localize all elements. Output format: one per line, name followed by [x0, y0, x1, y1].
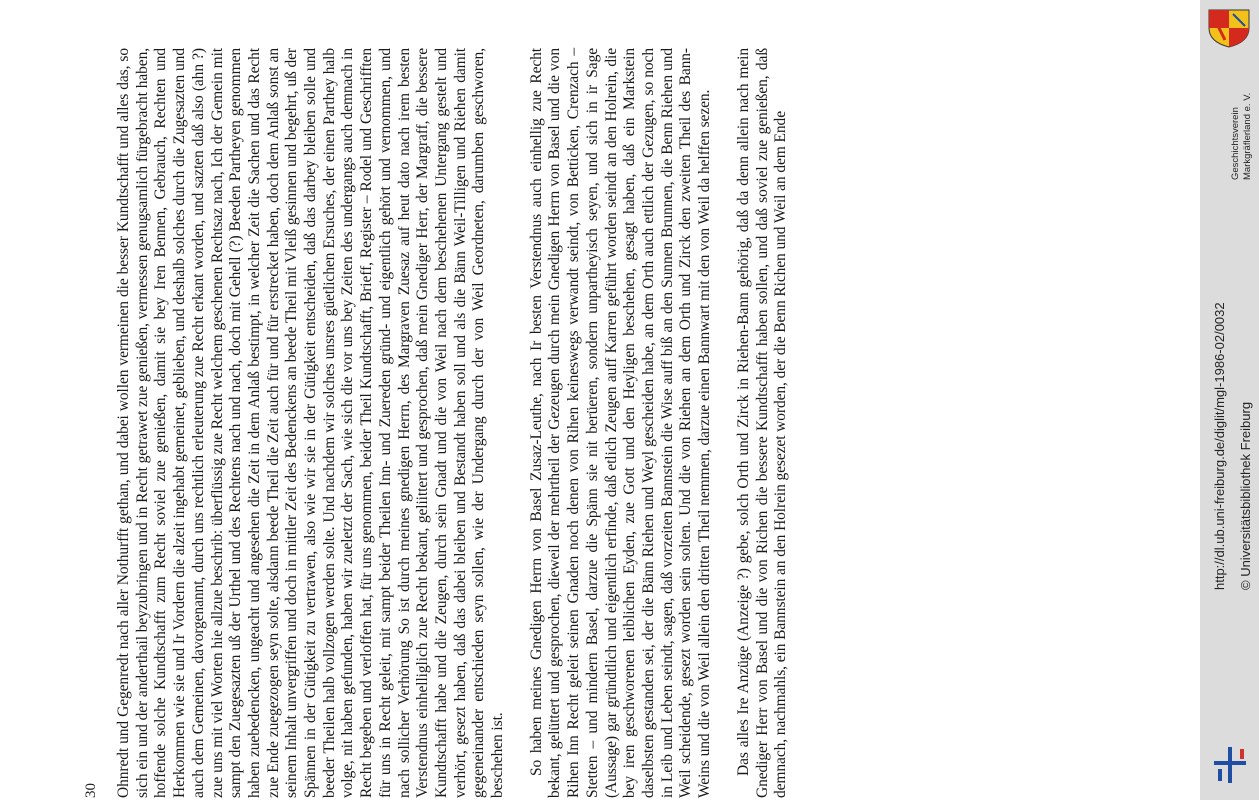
- coat-of-arms-icon: [1205, 8, 1253, 48]
- paragraph-1: Ohnredt und Gegenredt nach aller Nothurfft gethan, und dabei wollen vermeinen die besser Kundtschafft und alles das, so sich ein und der anderthail beyzubringen und in Recht getrawet zue genießen, vermessen genugsamlich fürgebracht haben, hoffende solche Kundtschafft zum Recht soviel zue genießen, damit sie bey Iren Bennen, Gebrauch, Rechten und Herkommen wie sie und Ir Vordern die alzeit ingehabt gemeinet, geblieben, und deshalb solches durch die Zugesazten und auch dem Gemeinen, davorgenannt, durch uns rechtlich erleuterung zue Recht erkant worden, und sazten daß also (ahn ?) zue uns mit viel Worten hie allzue beschrib: überflüssig zue Recht welchem geschenen Rechtsaz nach, Ich der Gemein mit sampt den Zuegesazten uß der Urthel und des Rechtens nach und nach, doch mit Gehell (?) Beeden Partheyen genommen haben zuebedencken, ungeacht und angesehen die Zeit in dem Anlaß bestimpt, in welcher Zeit die Sachen und das Recht zue Ende zuegezogen seyn solte, alsdann beede Theil die Zeit auch für und für erstrecket haben, doch dem Anlaß sonst an seinem Inhalt unvergriffen und doch in mittler Zeit des Bedenckens an beede Theil mit Vleiß gesinnen und begehrt, uß der Spännen in der Gütigkeit zu vertrawen, also wie wir sie in der Gütigkeit entscheiden, daß das darbey bleiben solle und beeder Theilen halb vollzogen werden solte. Und nachdem wir solches unsres güetlichen Ersuches, der einen Parthey halb volge, nit haben gefunden, haben wir zueletzt der Sach, wie sich die vor uns bey Zeiten des undergangs auch demnach in Recht begeben und verloffen hat, für uns genommen, beider Theil Kundtschafft, Brieff, Register – Rodel und Geschrifften für uns in Recht geleit, mit sampt beider Theilen Inn- und Zuereden gründ- und eigentlich gehört und vernommen, und nach sollicher Verhörung So ist durch meines gnedigen Herrn, des Margraven Zuesaz auf heut dato nach irem besten Verstendnus einhelliglich zue Recht bekant, geliittert und gesprochen, daß mein Gnediger Herr, der Margraff, die bessere Kundtschafft habe und die Zeugen, durch sein Gnadt und die von Weil nach dem beschehenen Untergang gestelt und verhört, gesezt haben, daß das dabei bleiben und Bestandt haben soll und als die Bänn Weil-Tilligen und Riehen damit gegeneinander entschieden seyn sollen, wie der Undergang durch der von Weil Geordneten, darumben geschworen, beschehen ist.: [115, 48, 507, 798]
- paragraph-2: So haben meines Gnedigen Herrn von Basel Zusaz-Leuthe, nach Ir besten Verstendnus auch einhellig zue Recht bekant, gelüttert und gesprochen, dieweil der mehrtheil der Gezeugen durch mein Gnedigen Herrn von Basel und die von Rihen Inn Recht geleit seinen Gnaden noch denen von Rihen keineswegs verwandt seindt, von Betticken, Crenzach – Stetten – und mindern Basel, darzue die Spänn sie nit berüeren, sondern unpartheyisch seyen, und sich in ir Sage (Aussage) gar gründtlich und eigentlich erfinde, daß etlich Zeugen auff Karren geführt worden seindt an den Holrein, die bey iren geschworenen leiblichen Eyden, zue Gott und den Heyligen beschehen, gesagt haben, daß ein Markstein daselbsten gestanden sei, der die Bänn Riehen und Weyl gescheiden habe, an dem Orth auch ettlich der Gezugen, so noch in Leib und Leben seindt, sagen, daß vorzeiten Bannstein die Wise auff biß an den Sunnen Brunnen, die Benn Riehen und Weil scheidende, gesezt worden sein solten. Und die von Riehen an dem Orth und Zirck den zweiten Theil des Bann-Weins und die von Weil allein den dritten Theil nemmen, darzue einen Bannwart mit den von Weil da helffen sezen.: [527, 48, 714, 798]
- rotated-text-block: [83, 48, 1125, 798]
- source-url-link[interactable]: http://dl.ub.uni-freiburg.de/diglit/mgl-1986-02/0032: [1212, 302, 1227, 590]
- copyright-notice: © Universitätsbibliothek Freiburg: [1238, 401, 1253, 590]
- society-name-line1: Geschichtsverein: [1230, 107, 1241, 180]
- page-number: 30: [83, 783, 99, 798]
- society-name-line2: Markgräflerland e. V.: [1242, 92, 1253, 180]
- paragraph-3: Das alles Ire Anzüge (Anzeige ?) gebe, solch Orth und Zirck in Riehen-Bann gehörig, daß da denn allein nach mein Gnediger Herr von Basel und die von Richen die bessere Kundtschafft haben sollen, und daß soviel zue genießen, daß demnach, nachmahls, ein Bannstein an den Holrein gesezet worden, der die Benn Richen und Weil an dem Ende: [734, 48, 790, 798]
- library-logo-icon: [1210, 745, 1250, 785]
